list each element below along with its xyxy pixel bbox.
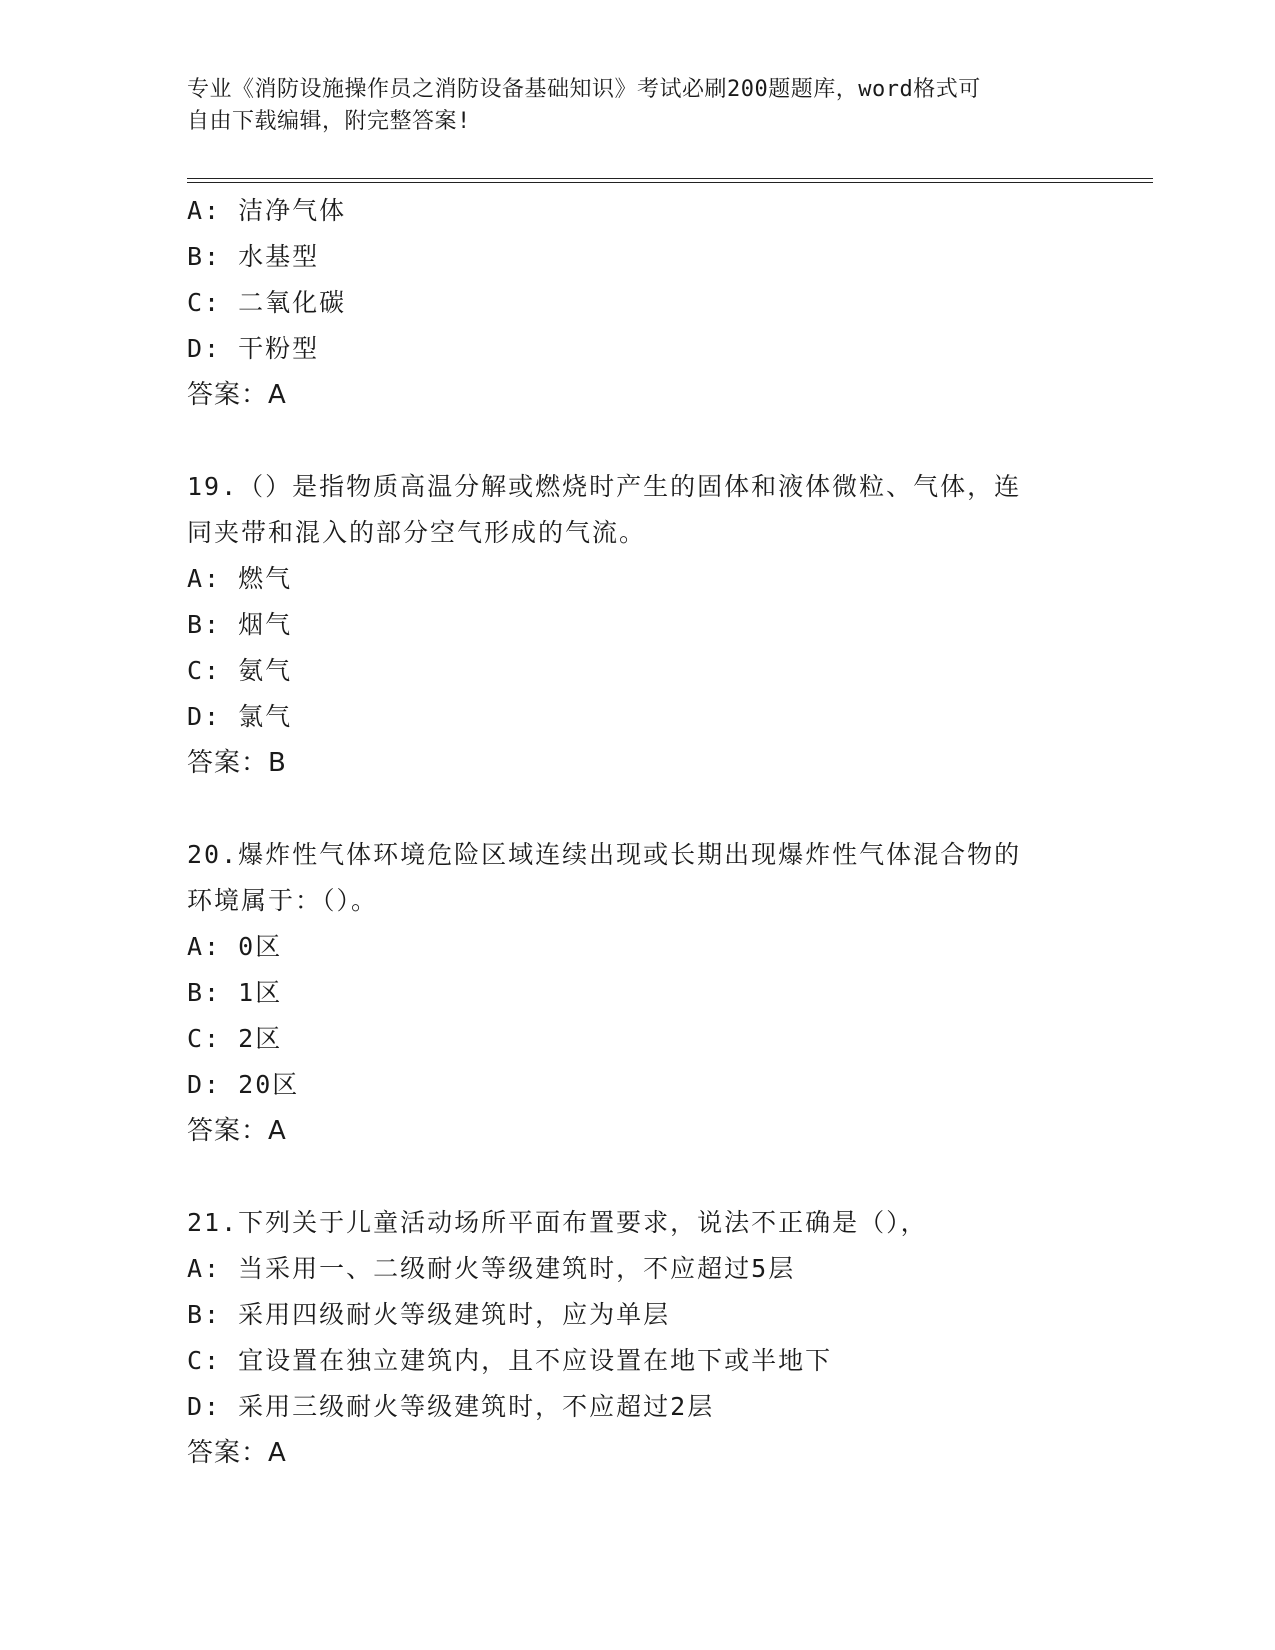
question-21 (187, 1200, 1147, 1476)
option-b: B: 采用四级耐火等级建筑时，应为单层 (187, 1300, 671, 1329)
option-b: B: 水基型 (187, 242, 320, 271)
option-c: C: 氨气 (187, 656, 293, 685)
option-d: D: 氯气 (187, 702, 293, 731)
header-line-1: 专业《消防设施操作员之消防设备基础知识》考试必刷200题题库，word格式可 (187, 77, 981, 102)
answer-line: 答案：A (187, 380, 287, 410)
question-stem-line: 21.下列关于儿童活动场所平面布置要求，说法不正确是（）， (187, 1208, 928, 1237)
option-c: C: 二氧化碳 (187, 288, 347, 317)
option-a: A: 洁净气体 (187, 196, 347, 225)
option-c: C: 宜设置在独立建筑内，且不应设置在地下或半地下 (187, 1346, 833, 1375)
option-b: B: 烟气 (187, 610, 293, 639)
answer-line: 答案：A (187, 1438, 287, 1468)
header-divider (187, 178, 1153, 183)
question-stem-line: 19.（）是指物质高温分解或燃烧时产生的固体和液体微粒、气体，连 (187, 472, 1022, 501)
page-header (187, 74, 1067, 138)
question-stem-line: 同夹带和混入的部分空气形成的气流。 (187, 518, 647, 547)
question-list (187, 188, 1147, 1476)
question-stem-line: 20.爆炸性气体环境危险区域连续出现或长期出现爆炸性气体混合物的 (187, 840, 1022, 869)
answer-line: 答案：B (187, 748, 287, 778)
option-d: D: 采用三级耐火等级建筑时，不应超过2层 (187, 1392, 715, 1421)
spacer (187, 786, 1147, 832)
option-d: D: 20区 (187, 1070, 300, 1099)
option-a: A: 燃气 (187, 564, 293, 593)
question-18 (187, 188, 1147, 418)
option-d: D: 干粉型 (187, 334, 320, 363)
spacer (187, 1154, 1147, 1200)
option-a: A: 当采用一、二级耐火等级建筑时，不应超过5层 (187, 1254, 796, 1283)
spacer (187, 418, 1147, 464)
option-c: C: 2区 (187, 1024, 283, 1053)
question-20 (187, 832, 1147, 1154)
option-b: B: 1区 (187, 978, 283, 1007)
question-19 (187, 464, 1147, 786)
header-line-2: 自由下载编辑，附完整答案! (187, 109, 471, 134)
answer-line: 答案：A (187, 1116, 287, 1146)
question-stem-line: 环境属于：（）。 (187, 886, 379, 915)
option-a: A: 0区 (187, 932, 283, 961)
